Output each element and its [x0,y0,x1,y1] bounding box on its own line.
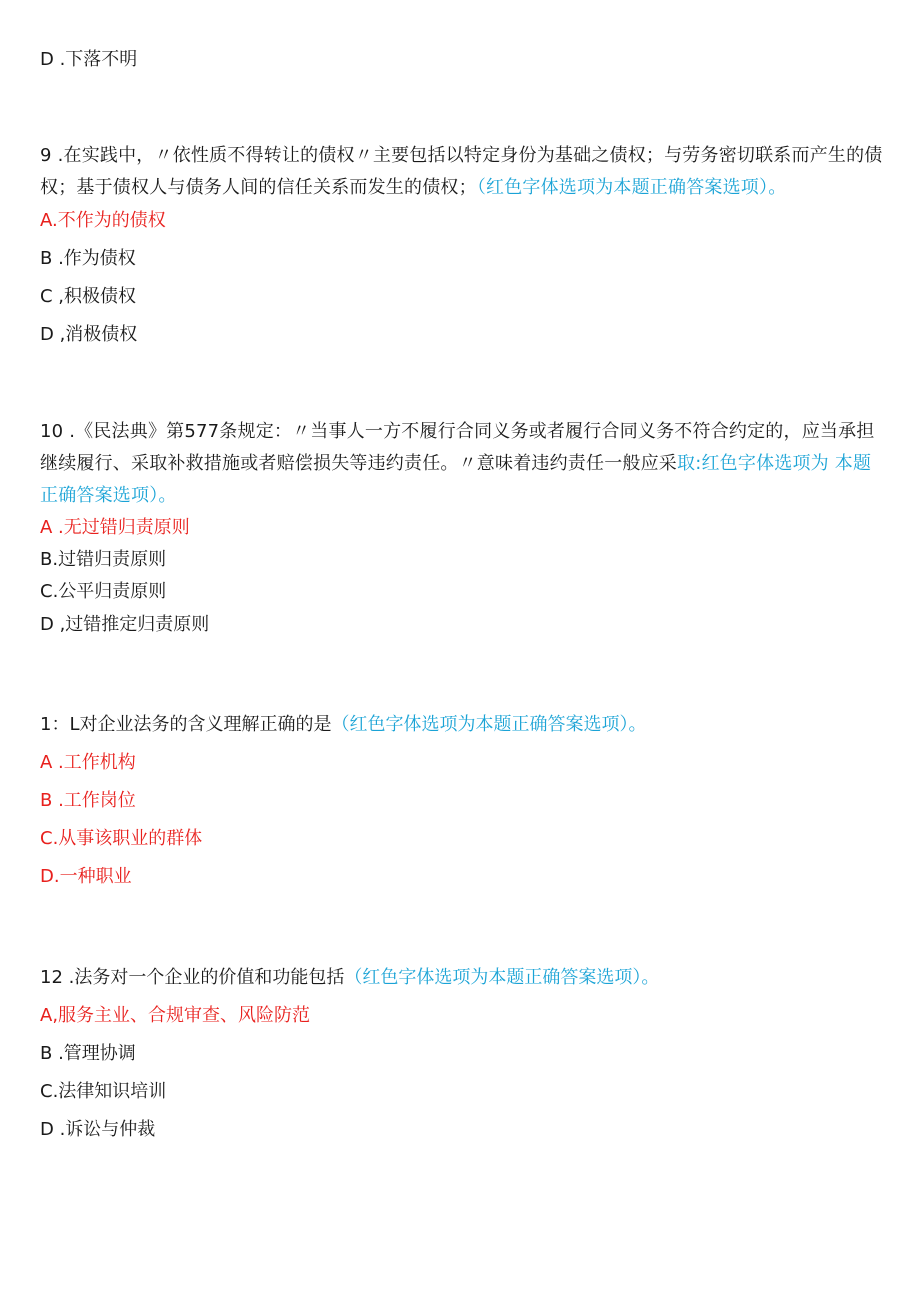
q9-stem [40,140,885,204]
q12-stem-text: 12 .法务对一个企业的价值和功能包括 [40,967,345,988]
q11-stem [40,714,646,736]
q10-option-d: D ,过错推定归责原则 [40,614,210,635]
q9-hint: （红色字体选项为本题正确答案选项）。 [476,177,787,198]
q9-option-b: B .作为债权 [40,248,136,269]
q11-option-d: D.一种职业 [40,866,132,887]
q9-option-c: C ,积极债权 [40,286,137,307]
q9-stem-text: 9 .在实践中，〃依性质不得转让的债权〃主要包括以特定身份为基础之债权；与劳务密切联系而产生的债权；基于债权人与债务人间的信任关系而发生的债权； [40,145,883,198]
q11-hint: （红色字体选项为本题正确答案选项）。 [331,714,647,735]
q12-option-c: C.法律知识培训 [40,1081,167,1102]
q10-option-a: A .无过错归责原则 [40,517,190,538]
q8-option-d: D .下落不明 [40,49,138,70]
q9-option-a: A.不作为的债权 [40,210,166,231]
q11-stem-text: 1：L对企业法务的含义理解正确的是 [40,714,332,735]
q11-option-a: A .工作机构 [40,752,136,773]
q11-option-b: B .工作岗位 [40,790,136,811]
q10-option-b: B.过错归责原则 [40,549,167,570]
q10-stem-text: 10 .《民法典》第577条规定：〃当事人一方不履行合同义务或者履行合同义务不符合约定的，应当承担继续履行、采取补救措施或者赔偿损失等违约责任。〃意味着违约责任一般应采 [40,421,875,474]
q10-option-c: C.公平归责原则 [40,581,167,602]
q10-stem [40,416,885,512]
q11-option-c: C.从事该职业的群体 [40,828,203,849]
q10-hint: 取:红色字体选项为 本题正确答案选项）。 [40,453,872,506]
q9-option-d: D ,消极债权 [40,324,138,345]
q12-hint: （红色字体选项为本题正确答案选项）。 [344,967,660,988]
q12-option-b: B .管理协调 [40,1043,136,1064]
q12-stem [40,967,659,989]
q12-option-d: D .诉讼与仲裁 [40,1119,156,1140]
q12-option-a: A,服务主业、合规审查、风险防范 [40,1005,311,1026]
